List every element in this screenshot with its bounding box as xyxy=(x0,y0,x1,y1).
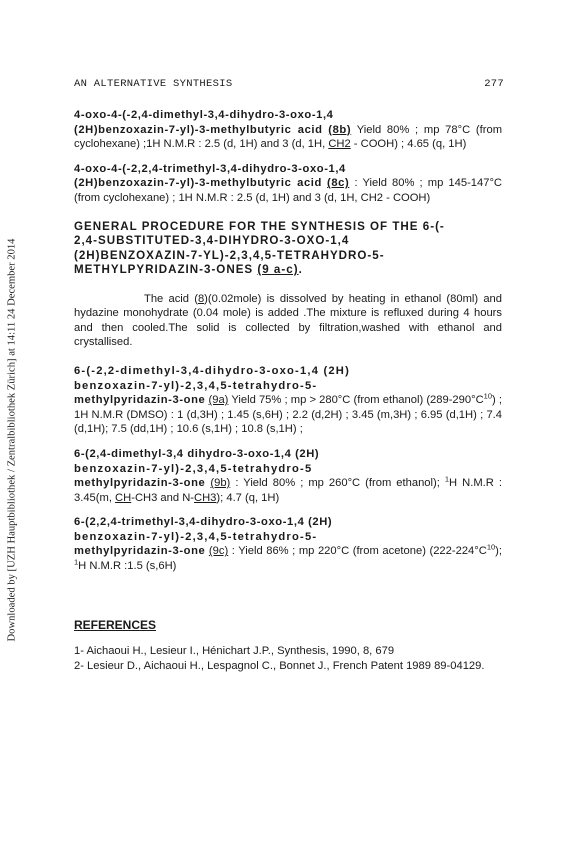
compound-data: CH xyxy=(115,491,132,504)
compound-data: H N.M.R :1.5 (s,6H) xyxy=(78,560,177,573)
citation-superscript: 10 xyxy=(486,542,496,552)
heading-end: . xyxy=(298,263,303,277)
compound-name: methylpyridazin-3-one xyxy=(74,545,206,558)
compound-name: methylpyridazin-3-one xyxy=(74,477,206,490)
page-number: 277 xyxy=(484,78,504,90)
download-watermark xyxy=(2,180,22,700)
heading-line: METHYLPYRIDAZIN-3-ONES xyxy=(74,263,254,277)
compound-name: benzoxazin-7-yl)-2,3,4,5-tetrahydro-5- xyxy=(74,530,318,543)
procedure-ref: 8 xyxy=(197,292,205,305)
compound-data: : Yield 80% ; mp 260°C (from ethanol); xyxy=(230,477,445,490)
page-body xyxy=(74,108,502,673)
heading-line: (2H)BENZOXAZIN-7-YL)-2,3,4,5-TETRAHYDRO-5- xyxy=(74,248,385,262)
reference-item: 1- Aichaoui H., Lesieur I., Hénichart J.P., Synthesis, 1990, 8, 679 xyxy=(74,645,395,658)
compound-name: 4-oxo-4-(-2,2,4-trimethyl-3,4-dihydro-3-oxo-1,4 xyxy=(74,162,346,175)
reference-item: 2- Lesieur D., Aichaoui H., Lespagnol C., Bonnet J., French Patent 1989 89-04129. xyxy=(74,659,485,672)
compound-ref: (9a) xyxy=(208,394,229,407)
compound-ref: (8c) xyxy=(327,177,350,190)
procedure-text: )(0.02mole) is dissolved by heating in ethanol (80ml) and hydazine monohydrate (0.04 mole) is added .The mixture is refluxed during 4 hours and then cooled.The solid is collected by filtration,washed with ethanol and crystallised. xyxy=(74,292,502,349)
compound-ref: (9b) xyxy=(210,477,231,490)
compound-entry-8b xyxy=(74,108,502,152)
heading-ref: (9 a-c) xyxy=(257,263,299,277)
compound-name: 6-(-2,2-dimethyl-3,4-dihydro-3-oxo-1,4 (2H) xyxy=(74,364,350,377)
compound-name: (2H)benzoxazin-7-yl)-3-methylbutyric acid xyxy=(74,177,322,190)
heading-line: 2,4-SUBSTITUTED-3,4-DIHYDRO-3-OXO-1,4 xyxy=(74,234,350,248)
compound-name: 6-(2,2,4-trimethyl-3,4-dihydro-3-oxo-1,4 (2H) xyxy=(74,516,333,529)
compound-data: H N.M.R : 3.45(m, xyxy=(74,477,502,504)
running-head xyxy=(74,78,504,94)
compound-data: Yield 80% ; mp 78°C (from cyclohexane) ;1H N.M.R : 2.5 (d, 1H) and 3 (d, 1H, xyxy=(74,123,503,151)
compound-data: : Yield 86% ; mp 220°C (from acetone) (222-224°C xyxy=(228,545,487,558)
download-watermark-text: Downloaded by [UZH Hauptbibliothek / Zentralbibliothek Zürich] at 14:11 24 December 2014 xyxy=(6,238,18,642)
compound-data: ); 4.7 (q, 1H) xyxy=(216,491,280,504)
citation-superscript: 10 xyxy=(483,391,492,401)
section-heading xyxy=(74,220,502,278)
procedure-text: The acid ( xyxy=(144,292,198,305)
compound-entry-9b xyxy=(74,447,502,505)
compound-name: (2H)benzoxazin-7-yl)-3-methylbutyric acid xyxy=(74,123,323,136)
compound-entry-9a xyxy=(74,364,502,437)
compound-entry-8c xyxy=(74,162,502,206)
nmr-superscript: 1 xyxy=(74,557,79,567)
running-head-title: AN ALTERNATIVE SYNTHESIS xyxy=(74,78,233,90)
compound-data: : Yield 80% ; mp 145-147°C (from cyclohexane) ; 1H N.M.R : 2.5 (d, 1H) and 3 (d, 1H, CH2 - COOH) xyxy=(74,177,503,204)
compound-ref: (8b) xyxy=(328,123,352,136)
compound-data: CH2 xyxy=(328,138,351,151)
compound-name: benzoxazin-7-yl)-2,3,4,5-tetrahydro-5 xyxy=(74,462,313,475)
compound-name: methylpyridazin-3-one xyxy=(74,394,206,407)
compound-data: CH3 xyxy=(194,491,217,504)
nmr-superscript: 1 xyxy=(444,474,450,484)
compound-data: - COOH) ; 4.65 (q, 1H) xyxy=(350,138,467,151)
procedure-paragraph xyxy=(74,292,502,350)
compound-data: ); xyxy=(495,545,503,558)
compound-data: Yield 75% ; mp > 280°C (from ethanol) (289-290°C xyxy=(228,394,484,407)
compound-ref: (9c) xyxy=(208,545,229,558)
compound-data: -CH3 and N- xyxy=(131,491,195,504)
compound-entry-9c xyxy=(74,515,502,573)
references-title: REFERENCES xyxy=(74,617,157,632)
compound-name: 4-oxo-4-(-2,4-dimethyl-3,4-dihydro-3-oxo-1,4 xyxy=(74,109,334,121)
compound-data: ) ; 1H N.M.R (DMSO) : 1 (d,3H) ; 1.45 (s,6H) ; 2.2 (d,2H) ; 3.45 (m,3H) ; 6.95 (d,1H) ; 7.4 (d,1H); 7.5 (dd,1H) ; 10.6 (s,1H) ; 10.8 (s,1H) ; xyxy=(74,394,502,436)
compound-name: 6-(2,4-dimethyl-3,4 dihydro-3-oxo-1,4 (2H) xyxy=(74,447,320,460)
heading-line: GENERAL PROCEDURE FOR THE SYNTHESIS OF THE 6-(- xyxy=(74,219,445,233)
compound-name: benzoxazin-7-yl)-2,3,4,5-tetrahydro-5- xyxy=(74,379,318,392)
